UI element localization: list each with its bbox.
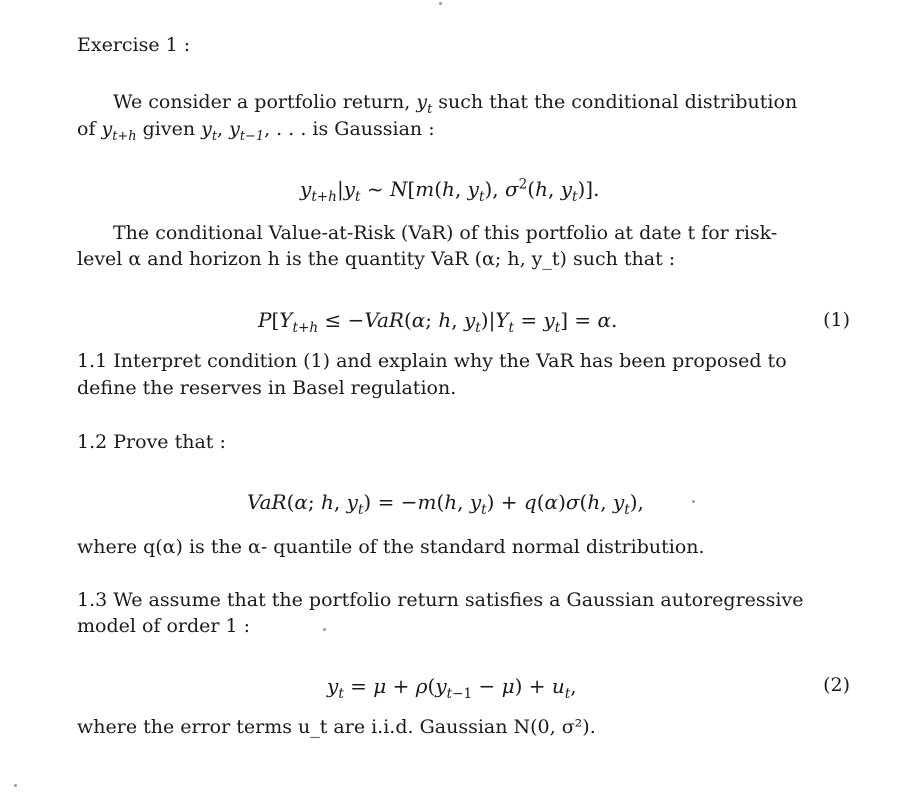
intro-line-2-post: is Gaussian :: [306, 118, 435, 140]
var-def-line-1: The conditional Value-at-Risk (VaR) of this portfolio at date t for risk-: [113, 222, 778, 244]
cond-sep: ,: [217, 118, 230, 140]
equation-conditional-distribution: [300, 176, 600, 205]
question-1-3-line-1: [77, 588, 803, 612]
equation-1-number: (1): [823, 309, 850, 331]
eq0-rendered: $y_{t+h}|y_t$ ~ N[m(h, $y_t$), $\sigma^2(h$, $y_t$)].: [300, 176, 600, 205]
exercise-title: Exercise 1 :: [77, 34, 191, 56]
question-1-3-line-2: model of order 1 :: [77, 615, 251, 637]
cond-y1-sub: t: [211, 128, 218, 144]
question-1-2-line-1: [77, 430, 226, 454]
intro-line-2-mid: given: [136, 118, 202, 140]
eq1-rendered: $P[Y_{t+h} \le -VaR(\alpha$; h, $y_t)|Y_t = y_t] = \alpha$.: [258, 308, 618, 336]
scan-speck: [323, 628, 326, 631]
var-y-h-sub: t+h: [112, 128, 137, 144]
intro-line-2-pre: of: [77, 118, 102, 140]
scan-speck: [439, 2, 442, 5]
var-y-sub: t: [427, 101, 433, 117]
eq-var-rendered: VaR(α; h, $y_t) = -m(h$, $y_t) + q(\alpha)\sigma(h$, $y_t$),: [247, 490, 644, 518]
question-1-2-after: where q(α) is the α- quantile of the standard normal distribution.: [77, 536, 705, 558]
var-def-line-2: level α and horizon h is the quantity VaR (α; h, y_t) such that :: [77, 248, 676, 270]
intro-line-2: [77, 117, 435, 144]
question-1-3-label: 1.3: [77, 589, 108, 611]
question-1-3-after: where the error terms u_t are i.i.d. Gaussian N(0, σ²).: [77, 716, 596, 738]
question-1-2-text: Prove that :: [107, 431, 226, 453]
question-1-2-label: 1.2: [77, 431, 108, 453]
eq2-rendered: $y_t = \mu + \rho(y_{t-1} - \mu) + u_t$,: [327, 674, 577, 702]
intro-line-1-pre: We consider a portfolio return,: [113, 91, 417, 113]
var-y: y: [416, 91, 428, 113]
cond-y2: y: [229, 118, 240, 140]
equation-2: [327, 673, 577, 702]
var-y-h: y: [101, 118, 113, 140]
equation-1: [258, 307, 618, 336]
scan-speck: [692, 500, 695, 503]
question-1-1-line-2: define the reserves in Basel regulation.: [77, 377, 457, 399]
question-1-1-text: Interpret condition (1) and explain why the VaR has been proposed to: [107, 350, 787, 372]
cond-y2-sub: t−1: [239, 128, 265, 144]
scan-speck: [14, 784, 17, 787]
question-1-1-line-1: [77, 349, 787, 373]
question-1-3-text: We assume that the portfolio return satisfies a Gaussian autoregressive: [107, 589, 804, 611]
question-1-1-label: 1.1: [77, 350, 108, 372]
cond-y1: y: [201, 118, 212, 140]
equation-2-number: (2): [823, 674, 850, 696]
intro-line-1: [113, 90, 798, 117]
cond-ellipsis: , . . .: [264, 118, 307, 140]
equation-var-formula: [247, 489, 644, 518]
intro-line-1-post: such that the conditional distribution: [432, 91, 798, 113]
